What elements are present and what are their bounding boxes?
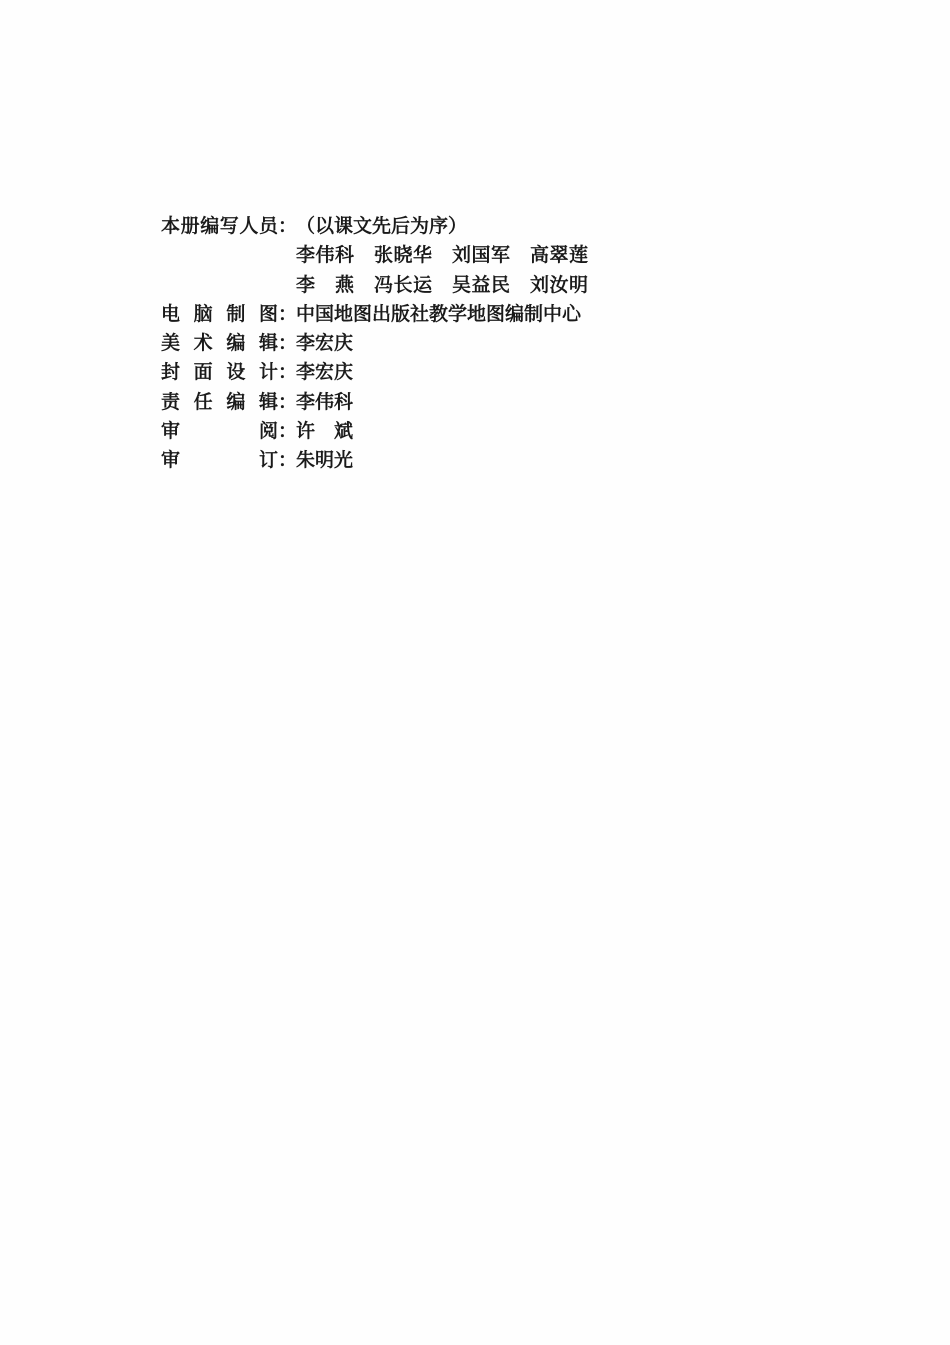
credit-colon: ： (278, 362, 298, 384)
editors-note: （以课文先后为序） (296, 216, 468, 237)
credit-row-responsible-editor (161, 388, 801, 417)
credit-label: 封面设计 (161, 362, 278, 384)
credit-value: 李宏庆 (296, 362, 354, 384)
authors-row (161, 271, 801, 300)
credit-row-art-editor (161, 329, 801, 358)
authors-line-1: 李伟科 张晓华 刘国军 高翠莲 (296, 245, 589, 267)
credit-value: 李伟科 (296, 391, 354, 413)
authors-line-2: 李 燕 冯长运 吴益民 刘汝明 (296, 274, 589, 296)
editors-label: 本册编写人员 (161, 216, 278, 237)
editors-colon: ： (278, 216, 298, 237)
credits-block (161, 212, 801, 476)
credit-value: 朱明光 (296, 450, 354, 472)
credit-label: 美术编辑 (161, 333, 278, 355)
credit-label: 审订 (161, 450, 278, 472)
authors-row (161, 241, 801, 270)
credit-label: 审阅 (161, 421, 278, 443)
credit-colon: ： (278, 303, 298, 325)
credit-value: 中国地图出版社教学地图编制中心 (296, 303, 582, 325)
credit-colon: ： (278, 421, 298, 443)
credit-row-reviewer (161, 417, 801, 446)
credit-colon: ： (278, 391, 298, 413)
credit-row-approver (161, 446, 801, 475)
credit-label: 电脑制图 (161, 303, 278, 325)
credit-colon: ： (278, 450, 298, 472)
credit-value: 李宏庆 (296, 333, 354, 355)
credit-row-computer-mapping (161, 300, 801, 329)
credit-label: 责任编辑 (161, 391, 278, 413)
credit-value: 许 斌 (296, 421, 354, 443)
credits-header-row (161, 212, 801, 241)
credit-colon: ： (278, 333, 298, 355)
credit-row-cover-design (161, 358, 801, 387)
